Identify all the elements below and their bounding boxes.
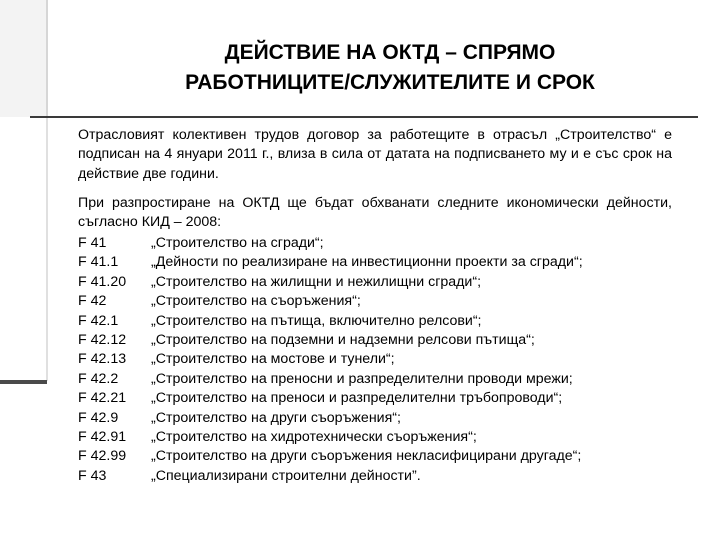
activity-code: F 42.13 bbox=[78, 351, 127, 368]
list-item bbox=[78, 467, 708, 486]
title-line-1: ДЕЙСТВИЕ НА ОКТД – СПРЯМО bbox=[224, 41, 556, 64]
activity-code: F 42.2 bbox=[78, 370, 119, 387]
activity-code: F 42.12 bbox=[78, 331, 127, 348]
title-divider bbox=[30, 116, 698, 118]
activity-description: „Строителство на други съоръжения“; bbox=[151, 409, 401, 426]
activity-code: F 42 bbox=[78, 293, 107, 310]
activity-code: F 41.20 bbox=[78, 273, 127, 290]
activity-code: F 42.99 bbox=[78, 448, 127, 465]
activity-description: „Строителство на други съоръжения некласифицирани другаде“; bbox=[151, 448, 582, 465]
list-item bbox=[78, 292, 708, 311]
activity-description: „Строителство на хидротехнически съоръжения“; bbox=[151, 428, 477, 445]
list-item bbox=[78, 253, 708, 272]
list-item bbox=[78, 370, 708, 389]
activity-code: F 42.9 bbox=[78, 409, 119, 426]
list-item bbox=[78, 331, 708, 350]
activity-code-list bbox=[78, 234, 708, 486]
list-item bbox=[78, 312, 708, 331]
list-item bbox=[78, 447, 708, 466]
activity-description: „Дейности по реализиране на инвестиционни проекти за сгради“; bbox=[151, 254, 583, 271]
activity-description: „Строителство на жилищни и нежилищни сгради“; bbox=[151, 273, 482, 290]
title-line-2: РАБОТНИЦИТЕ/СЛУЖИТЕЛИТЕ И СРОК bbox=[185, 71, 595, 94]
activity-description: „Строителство на преносни и разпределителни проводи мрежи; bbox=[151, 370, 573, 387]
activity-description: „Строителство на пътища, включително релсови“; bbox=[151, 312, 482, 329]
list-item bbox=[78, 273, 708, 292]
list-item bbox=[78, 428, 708, 447]
decor-vertical-line bbox=[46, 0, 48, 117]
slide-title bbox=[60, 38, 720, 98]
activity-code: F 43 bbox=[78, 467, 107, 484]
activity-code: F 41 bbox=[78, 235, 107, 251]
paragraph-activities: При разпростиране на ОКТД ще бъдат обхванати следните икономически дейности, съгласно КИД – 2008: bbox=[78, 195, 672, 231]
activity-description: „Строителство на мостове и тунели“; bbox=[151, 351, 395, 368]
activity-code: F 42.1 bbox=[78, 312, 119, 329]
activity-code: F 42.91 bbox=[78, 428, 127, 445]
activity-description: „Строителство на сгради“; bbox=[151, 235, 324, 251]
decor-accent-bar bbox=[0, 380, 47, 384]
list-item bbox=[78, 234, 708, 253]
paragraph-agreement: Отрасловият колективен трудов договор за работещите в отрасъл „Строителство“ е подписан на 4 януари 2011 г., влиза в сила от датата на подписването му и е със срок на действие две години. bbox=[78, 127, 672, 182]
activity-description: „Специализирани строителни дейности”. bbox=[151, 467, 421, 484]
activity-description: „Строителство на преноси и разпределителни тръбопроводи“; bbox=[151, 390, 563, 407]
activity-code: F 41.1 bbox=[78, 254, 119, 271]
decor-bar-top bbox=[0, 0, 47, 117]
activity-description: „Строителство на подземни и надземни релсови пътища“; bbox=[151, 331, 535, 348]
list-item bbox=[78, 409, 708, 428]
activity-description: „Строителство на съоръжения“; bbox=[151, 293, 361, 310]
decor-vertical-line-lower bbox=[46, 118, 48, 381]
list-item bbox=[78, 350, 708, 369]
list-item bbox=[78, 389, 708, 408]
decor-bar-left bbox=[0, 118, 47, 381]
activity-code: F 42.21 bbox=[78, 390, 127, 407]
